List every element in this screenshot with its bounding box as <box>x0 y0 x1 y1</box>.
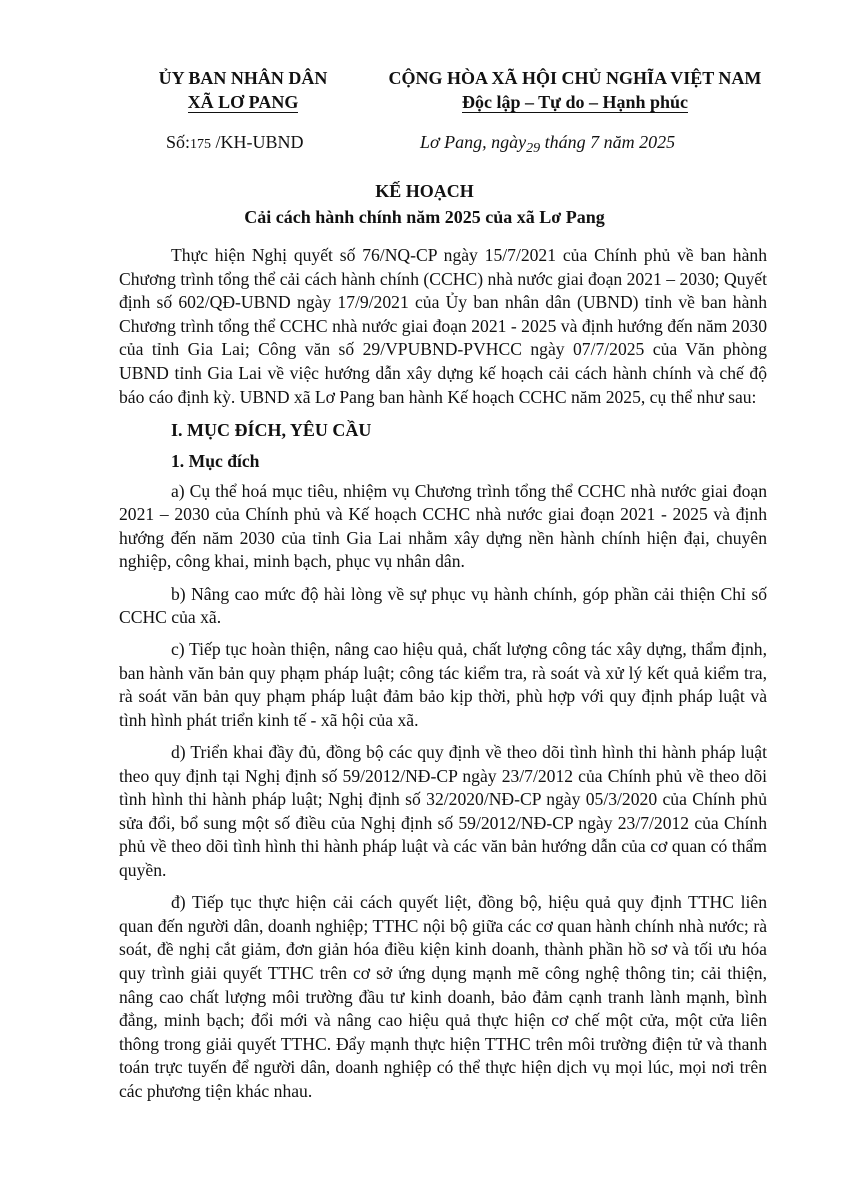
section-heading: I. MỤC ĐÍCH, YÊU CẦU <box>171 419 372 440</box>
place-and-date <box>420 132 676 156</box>
place-date-prefix: Lơ Pang, ngày <box>420 132 527 152</box>
document-body <box>119 244 767 1112</box>
nation-name: CỘNG HÒA XÃ HỘI CHỦ NGHĨA VIỆT NAM <box>388 68 762 88</box>
document-title <box>0 178 849 230</box>
doc-number-prefix: Số: <box>166 132 191 152</box>
date-day: 29 <box>526 141 541 156</box>
commune-name: XÃ LƠ PANG <box>187 92 299 112</box>
issuing-agency <box>143 66 343 114</box>
paragraph-dd: đ) Tiếp tục thực hiện cải cách quyết liệt, đồng bộ, hiệu quả quy định TTHC liên quan đến người dân, doanh nghiệp; TTHC nội bộ giữa các cơ quan hành chính nhà nước; rà soát, đề nghị cắt giảm, đơn giản hóa điều kiện kinh doanh, thành phần hồ sơ và tối ưu hóa quy trình giải quyết TTHC trên cơ sở ứng dụng mạnh mẽ công nghệ thông tin; cải thiện, nâng cao chất lượng môi trường đầu tư kinh doanh, bảo đảm cạnh tranh lành mạnh, bình đẳng, minh bạch; đổi mới và nâng cao hiệu quả thực hiện cơ chế một cửa, một cửa liên thông trong giải quyết TTHC. Đẩy mạnh thực hiện TTHC trên môi trường điện tử và thanh toán trực tuyến để người dân, doanh nghiệp có thể thực hiện dịch vụ mọi lúc, mọi nơi trên các phương tiện khác nhau. <box>119 892 767 1101</box>
title-subject: Cải cách hành chính năm 2025 của xã Lơ Pang <box>244 207 605 227</box>
subsection-heading: 1. Mục đích <box>171 450 260 471</box>
intro-paragraph: Thực hiện Nghị quyết số 76/NQ-CP ngày 15/7/2021 của Chính phủ về ban hành Chương trình tổng thể cải cách hành chính (CCHC) nhà nước giai đoạn 2021 – 2030; Quyết định số 602/QĐ-UBND ngày 17/9/2021 của Ủy ban nhân dân (UBND) tỉnh về ban hành Chương trình tổng thể CCHC nhà nước giai đoạn 2021 - 2025 và định hướng đến năm 2030 của tỉnh Gia Lai; Công văn số 29/VPUBND-PVHCC ngày 07/7/2025 của Văn phòng UBND tỉnh Gia Lai về việc hướng dẫn xây dựng kế hoạch cải cách hành chính và chế độ báo cáo định kỳ. UBND xã Lơ Pang ban hành Kế hoạch CCHC năm 2025, cụ thể như sau: <box>119 245 767 407</box>
paragraph-a: a) Cụ thể hoá mục tiêu, nhiệm vụ Chương trình tổng thể CCHC nhà nước giai đoạn 2021 – 2030 của Chính phủ và Kế hoạch CCHC nhà nước giai đoạn 2021 - 2025 và định hướng đến năm 2030 của tỉnh Gia Lai nhằm xây dựng nền hành chính hiện đại, chuyên nghiệp, công khai, minh bạch, phục vụ nhân dân. <box>119 480 767 572</box>
paragraph-c: c) Tiếp tục hoàn thiện, nâng cao hiệu quả, chất lượng công tác xây dựng, thẩm định, ban hành văn bản quy phạm pháp luật; công tác kiểm tra, rà soát và xử lý kết quả kiểm tra, rà soát văn bản quy phạm pháp luật đảm bảo kịp thời, phù hợp với quy định pháp luật và tình hình phát triển kinh tế - xã hội của xã. <box>119 639 767 730</box>
title-type: KẾ HOẠCH <box>375 181 474 201</box>
doc-number-suffix: /KH-UBND <box>211 132 304 152</box>
agency-name: ỦY BAN NHÂN DÂN <box>158 68 328 88</box>
paragraph-d: d) Triển khai đầy đủ, đồng bộ các quy định về theo dõi tình hình thi hành pháp luật theo quy định tại Nghị định số 59/2012/NĐ-CP ngày 23/7/2012 của Chính phủ về theo dõi tình hình thi hành pháp luật; Nghị định số 32/2020/NĐ-CP ngày 05/3/2020 của Chính phủ sửa đổi, bổ sung một số điều của Nghị định số 59/2012/NĐ-CP ngày 23/7/2012 của Chính phủ về theo dõi tình hình thi hành pháp luật và các văn bản hướng dẫn của cơ quan có thẩm quyền. <box>119 742 767 881</box>
document-number <box>166 132 304 153</box>
place-date-suffix: tháng 7 năm 2025 <box>540 132 676 152</box>
motto-line: Độc lập – Tự do – Hạnh phúc <box>461 92 689 112</box>
national-motto <box>360 66 790 114</box>
paragraph-b: b) Nâng cao mức độ hài lòng về sự phục vụ hành chính, góp phần cải thiện Chỉ số CCHC của xã. <box>119 583 767 628</box>
doc-number-value: 175 <box>190 137 212 152</box>
